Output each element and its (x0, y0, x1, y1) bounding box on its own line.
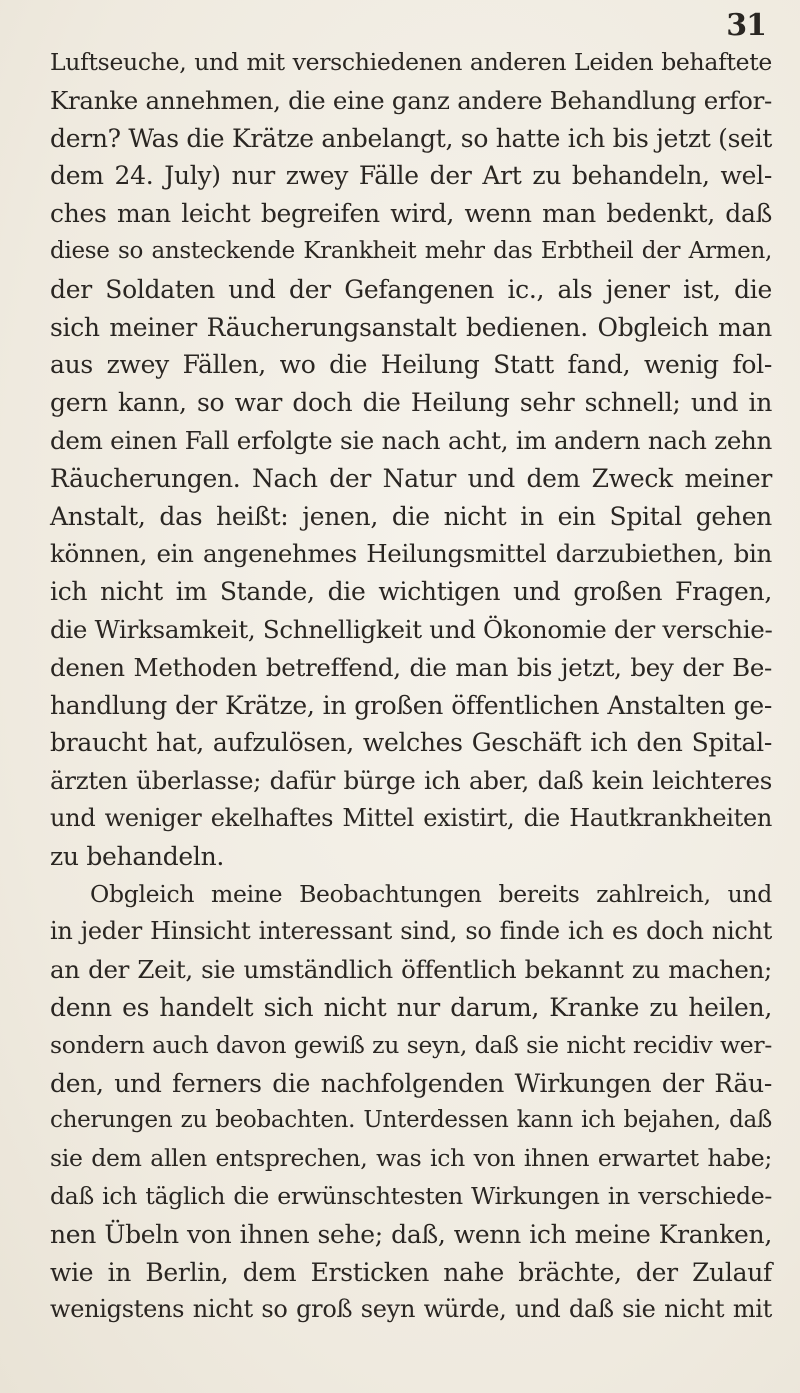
text-line: aus zwey Fällen, wo die Heilung Statt fand, wenig fol- (50, 350, 772, 380)
text-line: Räucherungen. Nach der Natur und dem Zweck meiner (50, 463, 772, 493)
text-line: sie dem allen entsprechen, was ich von ihnen erwartet habe; (50, 1144, 772, 1173)
text-line: nen Übeln von ihnen sehe; daß, wenn ich meine Kranken, (50, 1219, 772, 1249)
text-line: den, und ferners die nachfolgenden Wirkungen der Räu- (50, 1068, 772, 1098)
text-line: denen Methoden betreffend, die man bis jetzt, bey der Be- (50, 652, 772, 682)
text-line: cherungen zu beobachten. Unterdessen kann ich bejahen, daß (50, 1107, 772, 1134)
text-line: dern? Was die Krätze anbelangt, so hatte ich bis jetzt (seit (50, 123, 773, 153)
text-line: und weniger ekelhaftes Mittel existirt, die Hautkrankheiten (50, 803, 772, 832)
text-line: handlung der Krätze, in großen öffentlichen Anstalten ge- (50, 690, 772, 720)
text-line: an der Zeit, sie umständlich öffentlich bekannt zu machen; (50, 955, 772, 985)
text-line: ärzten überlasse; dafür bürge ich aber, daß kein leichteres (50, 766, 772, 796)
text-line: in jeder Hinsicht interessant sind, so finde ich es doch nicht (50, 917, 772, 946)
text-line: die Wirksamkeit, Schnelligkeit und Ökonomie der verschie- (50, 614, 773, 644)
body-text (50, 44, 772, 1329)
text-line: braucht hat, aufzulösen, welches Geschäft ich den Spital- (50, 728, 772, 758)
text-line: der Soldaten und der Gefangenen ic., als jener ist, die (50, 274, 772, 304)
text-line: wie in Berlin, dem Ersticken nahe brächte, der Zulauf (50, 1257, 772, 1287)
text-line: zu behandeln. (50, 841, 225, 871)
text-line: wenigstens nicht so groß seyn würde, und daß sie nicht mit (50, 1295, 772, 1324)
text-line: Luftseuche, und mit verschiedenen anderen Leiden behaftete (50, 48, 772, 76)
text-line: sondern auch davon gewiß zu seyn, daß sie nicht recidiv wer- (50, 1030, 772, 1059)
text-line: diese so ansteckende Krankheit mehr das Erbtheil der Armen, (50, 237, 772, 264)
text-line: dem einen Fall erfolgte sie nach acht, im andern nach zehn (50, 425, 772, 455)
text-line: ich nicht im Stande, die wichtigen und großen Fragen, (50, 577, 772, 607)
paragraph-start-line: Obgleich meine Beobachtungen bereits zahlreich, und (90, 879, 772, 908)
text-line: dem 24. July) nur zwey Fälle der Art zu behandeln, wel- (50, 161, 772, 191)
text-line: Kranke annehmen, die eine ganz andere Behandlung erfor- (50, 85, 772, 115)
text-line: daß ich täglich die erwünschtesten Wirkungen in verschiede- (50, 1181, 772, 1210)
text-line: gern kann, so war doch die Heilung sehr schnell; und in (50, 388, 772, 418)
text-line: können, ein angenehmes Heilungsmittel darzubiethen, bin (50, 539, 772, 569)
text-line: Anstalt, das heißt: jenen, die nicht in ein Spital gehen (50, 501, 772, 531)
text-line: ches man leicht begreifen wird, wenn man bedenkt, daß (50, 199, 772, 229)
text-line: sich meiner Räucherungsanstalt bedienen. Obgleich man (50, 312, 772, 342)
text-line: denn es handelt sich nicht nur darum, Kranke zu heilen, (50, 992, 772, 1022)
page-number: 31 (726, 8, 766, 43)
